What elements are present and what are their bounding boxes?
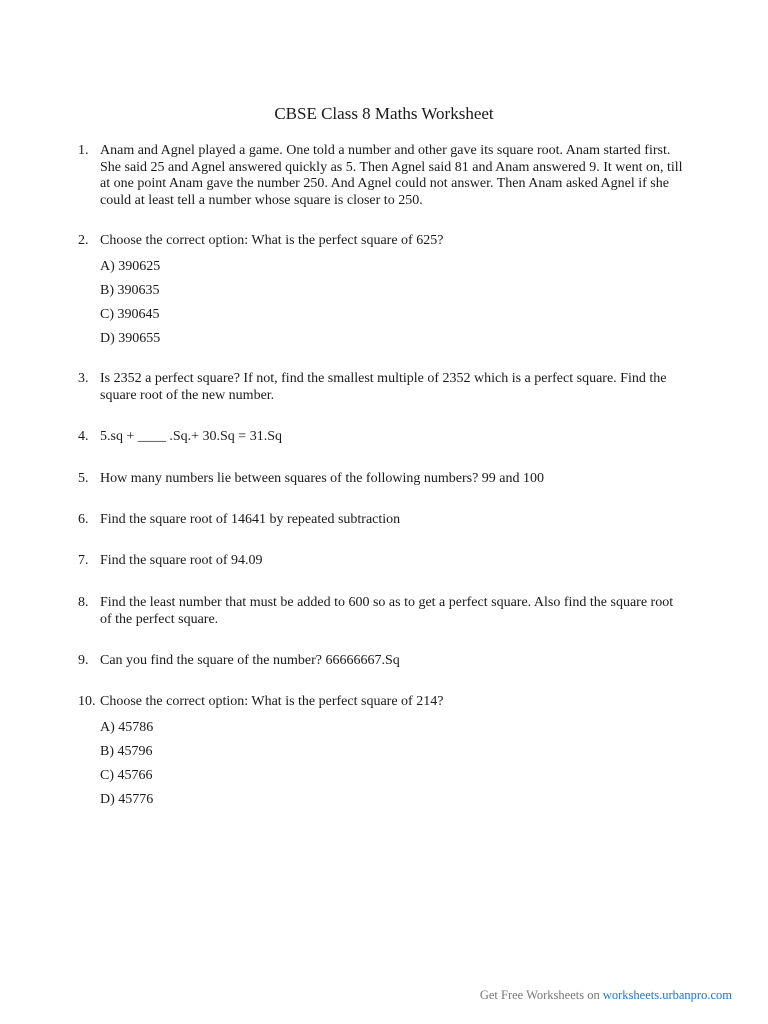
question-4 — [78, 429, 688, 446]
question-1 — [78, 143, 688, 209]
question-number: 10. — [78, 694, 96, 709]
question-number: 5. — [78, 471, 89, 486]
question-number: 1. — [78, 143, 89, 158]
option-c: C) 45766 — [100, 768, 153, 783]
question-number: 7. — [78, 553, 89, 568]
footer — [480, 987, 732, 1003]
question-number: 9. — [78, 653, 89, 668]
question-number: 3. — [78, 371, 89, 386]
question-text: How many numbers lie between squares of the following numbers? 99 and 100 — [100, 471, 545, 486]
option-a: A) 45786 — [100, 720, 154, 735]
footer-text: Get Free Worksheets on — [479, 988, 603, 1002]
option-d: D) 390655 — [100, 331, 161, 346]
page-title: CBSE Class 8 Maths Worksheet — [274, 104, 494, 123]
question-text: Can you find the square of the number? 66666667.Sq — [100, 653, 400, 668]
question-number: 8. — [78, 595, 89, 610]
question-text: Find the square root of 94.09 — [100, 553, 263, 568]
footer-link[interactable]: worksheets.urbanpro.com — [602, 988, 732, 1002]
question-number: 4. — [78, 429, 89, 444]
question-text: Choose the correct option: What is the perfect square of 214? — [100, 694, 444, 709]
question-6 — [78, 512, 688, 529]
question-text: 5.sq + ____ .Sq.+ 30.Sq = 31.Sq — [100, 429, 282, 444]
question-5 — [78, 471, 688, 488]
question-7 — [78, 553, 688, 570]
question-number: 6. — [78, 512, 89, 527]
question-number: 2. — [78, 233, 89, 248]
option-c: C) 390645 — [100, 307, 160, 322]
question-text: Find the least number that must be added to 600 so as to get a perfect square. Also find the square root of the perfect square. — [100, 595, 674, 627]
question-text: Choose the correct option: What is the perfect square of 625? — [100, 233, 444, 248]
question-text: Find the square root of 14641 by repeated subtraction — [100, 512, 401, 527]
question-8 — [78, 595, 688, 628]
question-9 — [78, 653, 688, 670]
option-b: B) 45796 — [100, 744, 153, 759]
option-b: B) 390635 — [100, 283, 160, 298]
option-a: A) 390625 — [100, 259, 161, 274]
question-text: Is 2352 a perfect square? If not, find the smallest multiple of 2352 which is a perfect square. Find the square root of the new number. — [100, 371, 667, 403]
option-d: D) 45776 — [100, 792, 154, 807]
question-3 — [78, 371, 688, 404]
question-10 — [78, 694, 688, 711]
question-text: Anam and Agnel played a game. One told a number and other gave its square root. Anam started first. She said 25 and Agnel answered quickly as 5. Then Agnel said 81 and Anam answered 9. It went on, till at one point Anam gave the number 250. And Agnel could not answer. Then Anam asked Agnel if she could at least tell a number whose square is closer to 250. — [100, 143, 683, 208]
question-2 — [78, 233, 688, 250]
